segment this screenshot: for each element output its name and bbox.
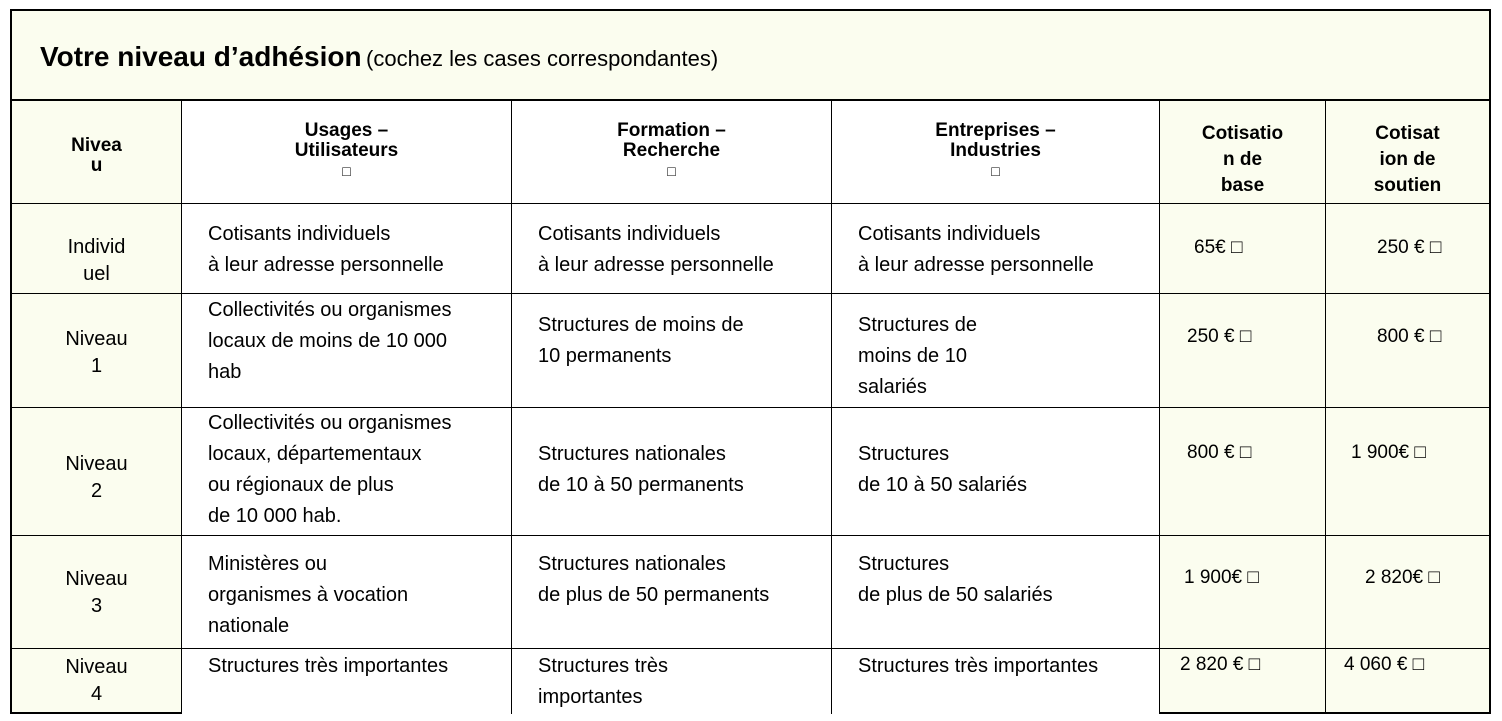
soutien-price-cell [1326, 649, 1489, 714]
level-cell [12, 536, 182, 648]
description-line: locaux, départementaux [208, 443, 422, 465]
level-label: Niveau [65, 453, 128, 475]
description-line: Collectivités ou organismes [208, 299, 452, 321]
level-label: Individ [67, 236, 126, 258]
level-label: Niveau [65, 328, 128, 350]
description-line: importantes [538, 686, 643, 708]
header-base-line: base [1220, 175, 1265, 196]
description-line: Collectivités ou organismes [208, 412, 452, 434]
header-formation [512, 101, 832, 203]
formation-cell [512, 204, 832, 293]
base-price-cell [1160, 204, 1326, 293]
title-main: Votre niveau d’adhésion [40, 41, 362, 72]
description-line: Cotisants individuels [538, 223, 721, 245]
page-title [40, 41, 718, 73]
header-niveau-line: Nivea [71, 135, 122, 156]
formation-cell [512, 536, 832, 648]
level-label: 2 [90, 480, 103, 502]
soutien-price-cell [1326, 204, 1489, 293]
formation-cell [512, 294, 832, 407]
usages-cell [182, 204, 512, 293]
header-niveau-line: u [90, 155, 103, 176]
checkbox-entreprises[interactable]: □ [991, 163, 1000, 179]
level-label: 3 [90, 595, 103, 617]
description-line: de 10 à 50 permanents [538, 474, 744, 496]
price-soutien-option[interactable]: 2 820€ □ [1365, 567, 1440, 588]
header-niveau [12, 101, 182, 203]
usages-cell [182, 294, 512, 407]
description-line: Cotisants individuels [858, 223, 1041, 245]
base-price-cell [1160, 536, 1326, 648]
membership-table [10, 9, 1491, 714]
description-line: de 10 000 hab. [208, 505, 342, 527]
price-base-option[interactable]: 800 € □ [1187, 442, 1252, 463]
price-base-option[interactable]: 1 900€ □ [1184, 567, 1259, 588]
level-label: Niveau [65, 568, 128, 590]
description-line: salariés [858, 376, 927, 398]
formation-cell [512, 649, 832, 714]
entreprises-cell [832, 408, 1160, 535]
header-entreprises [832, 101, 1160, 203]
entreprises-cell [832, 536, 1160, 648]
formation-cell [512, 408, 832, 535]
header-cotisation-base [1160, 101, 1326, 203]
header-formation-line: Recherche [622, 140, 721, 161]
description-line: moins de 10 [858, 345, 967, 367]
description-line: hab [208, 361, 242, 383]
entreprises-cell [832, 294, 1160, 407]
header-entreprises-line: Industries [950, 140, 1041, 161]
description-line: nationale [208, 615, 290, 637]
base-price-cell [1160, 649, 1326, 714]
soutien-price-cell [1326, 294, 1489, 407]
price-soutien-option[interactable]: 800 € □ [1377, 326, 1442, 347]
level-cell [12, 649, 182, 714]
description-line: de plus de 50 salariés [858, 584, 1053, 606]
header-soutien-line: Cotisat [1375, 123, 1440, 144]
description-line: Ministères ou [208, 553, 327, 575]
description-line: Structures très importantes [858, 655, 1099, 677]
header-formation-line: Formation – [617, 120, 726, 141]
level-cell [12, 204, 182, 293]
header-usages-line: Usages – [304, 120, 389, 141]
entreprises-cell [832, 204, 1160, 293]
description-line: Structures [858, 553, 950, 575]
description-line: à leur adresse personnelle [538, 254, 774, 276]
description-line: Structures nationales [538, 443, 726, 465]
level-label: uel [83, 263, 110, 285]
soutien-price-cell [1326, 408, 1489, 535]
description-line: à leur adresse personnelle [208, 254, 444, 276]
table-header-row [12, 101, 1489, 204]
price-soutien-option[interactable]: 4 060 € □ [1344, 654, 1425, 675]
description-line: à leur adresse personnelle [858, 254, 1094, 276]
base-price-cell [1160, 408, 1326, 535]
base-price-cell [1160, 294, 1326, 407]
description-line: Cotisants individuels [208, 223, 391, 245]
header-soutien-line: soutien [1373, 175, 1442, 196]
checkbox-formation[interactable]: □ [667, 163, 676, 179]
description-line: Structures nationales [538, 553, 726, 575]
table-row [12, 536, 1489, 649]
description-line: Structures très [538, 655, 669, 677]
header-base-line: Cotisatio [1201, 123, 1284, 144]
description-line: locaux de moins de 10 000 [208, 330, 448, 352]
level-label: Niveau [65, 656, 128, 678]
description-line: organismes à vocation [208, 584, 409, 606]
price-base-option[interactable]: 2 820 € □ [1180, 654, 1261, 675]
price-soutien-option[interactable]: 250 € □ [1377, 237, 1442, 258]
description-line: ou régionaux de plus [208, 474, 394, 496]
level-label: 1 [90, 355, 103, 377]
soutien-price-cell [1326, 536, 1489, 648]
title-bar [12, 11, 1489, 101]
level-label: 4 [90, 683, 103, 705]
description-line: Structures [858, 443, 950, 465]
price-base-option[interactable]: 250 € □ [1187, 326, 1252, 347]
header-cotisation-soutien [1326, 101, 1489, 203]
table-row [12, 294, 1489, 408]
description-line: de 10 à 50 salariés [858, 474, 1028, 496]
table-row [12, 204, 1489, 294]
usages-cell [182, 408, 512, 535]
header-base-line: n de [1222, 149, 1263, 170]
header-usages-line: Utilisateurs [294, 140, 399, 161]
entreprises-cell [832, 649, 1160, 714]
header-usages [182, 101, 512, 203]
description-line: de plus de 50 permanents [538, 584, 770, 606]
level-cell [12, 294, 182, 407]
description-line: Structures de [858, 314, 977, 336]
price-base-option[interactable]: 65€ □ [1194, 237, 1243, 258]
level-cell [12, 408, 182, 535]
description-line: Structures de moins de [538, 314, 744, 336]
header-soutien-line: ion de [1379, 149, 1436, 170]
usages-cell [182, 536, 512, 648]
price-soutien-option[interactable]: 1 900€ □ [1351, 442, 1426, 463]
title-subtitle: (cochez les cases correspondantes) [366, 46, 719, 71]
table-row [12, 649, 1489, 714]
description-line: Structures très importantes [208, 655, 449, 677]
table-row [12, 408, 1489, 536]
usages-cell [182, 649, 512, 714]
checkbox-usages[interactable]: □ [342, 163, 351, 179]
header-entreprises-line: Entreprises – [935, 120, 1056, 141]
description-line: 10 permanents [538, 345, 672, 367]
